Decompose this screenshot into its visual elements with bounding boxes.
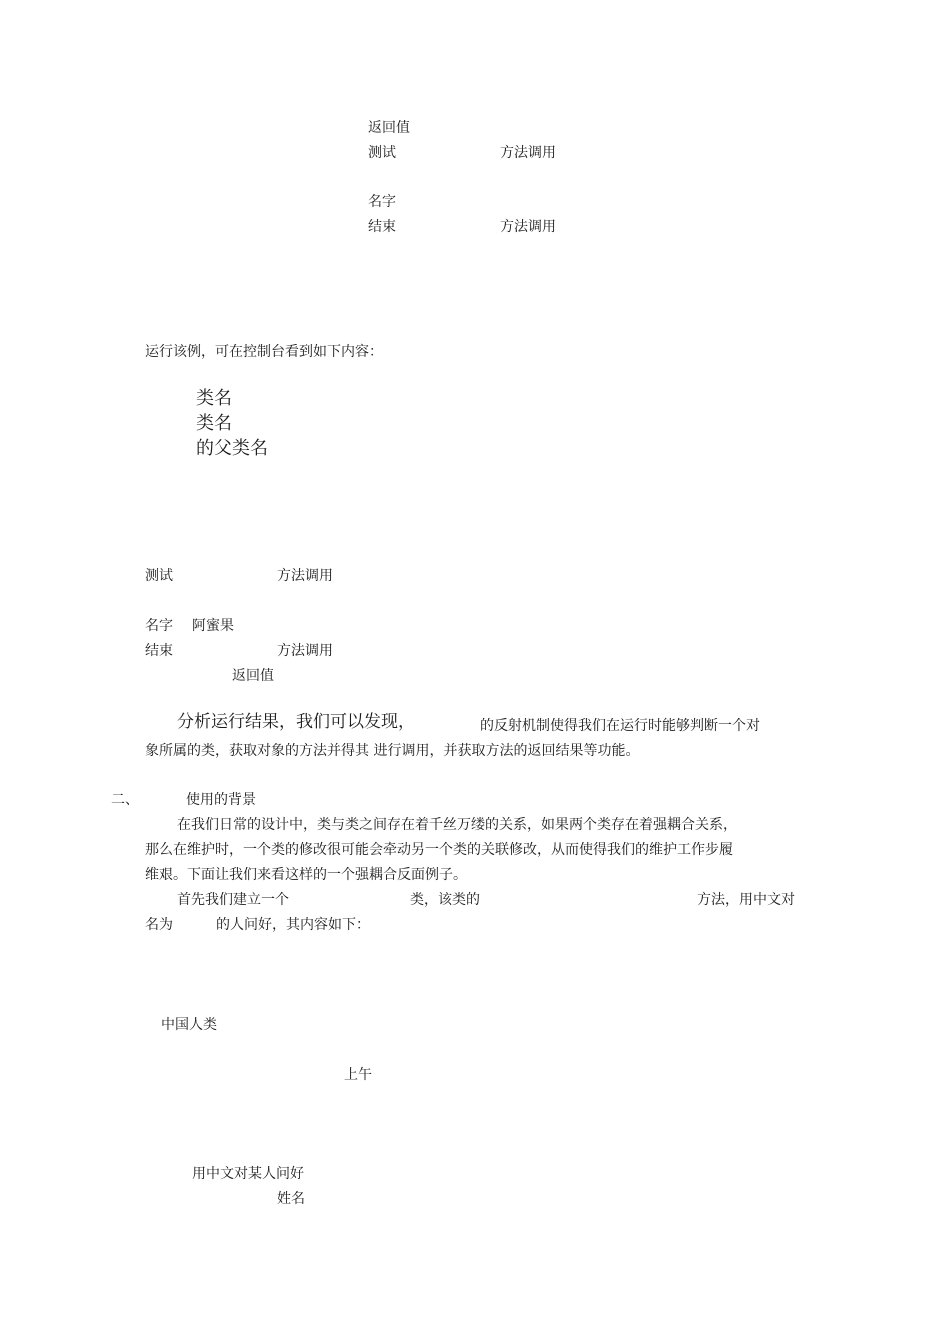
section-number: 二、 [111,792,139,808]
para1-line2: 那么在维护时，一个类的修改很可能会牵动另一个类的关联修改，从而使得我们的维护工作步履 [145,842,733,858]
top-return-value: 返回值 [368,120,410,136]
para2-part3: 方法，用中文对 [697,892,795,908]
output-method-call-2: 方法调用 [277,643,333,659]
para2-line2-part2: 的人问好，其内容如下： [216,917,370,933]
console-line-1: 类名 [196,388,232,409]
para1-line1: 在我们日常的设计中，类与类之间存在着千丝万缕的关系，如果两个类存在着强耦合关系， [177,817,737,833]
para1-line3: 维艰。下面让我们来看这样的一个强耦合反面例子。 [145,867,467,883]
top-method-call-1: 方法调用 [500,145,556,161]
code-class-comment: 中国人类 [161,1017,217,1033]
console-line-3: 的父类名 [196,438,268,459]
top-test-label: 测试 [368,145,396,161]
top-end-label: 结束 [368,219,396,235]
analysis-lead: 分析运行结果，我们可以发现， [177,712,415,732]
top-name-label: 名字 [368,194,396,210]
para2-part1: 首先我们建立一个 [177,892,289,908]
console-line-2: 类名 [196,413,232,434]
para2-part2: 类，该类的 [410,892,480,908]
analysis-line2: 象所属的类，获取对象的方法并得其 进行调用，并获取方法的返回结果等功能。 [145,743,640,759]
code-param-comment: 姓名 [277,1191,305,1207]
code-time-comment: 上午 [344,1067,372,1083]
output-name-label: 名字 [145,618,173,634]
output-method-call-1: 方法调用 [277,568,333,584]
top-method-call-2: 方法调用 [500,219,556,235]
output-end-label: 结束 [145,643,173,659]
para2-line2-part1: 名为 [145,917,173,933]
output-return-value: 返回值 [232,668,274,684]
analysis-line1-rest: 的反射机制使得我们在运行时能够判断一个对 [480,718,760,734]
run-intro-text: 运行该例，可在控制台看到如下内容： [145,344,383,360]
output-test-label: 测试 [145,568,173,584]
section-title: 使用的背景 [186,792,256,808]
output-name-value: 阿蜜果 [192,618,234,634]
code-method-comment: 用中文对某人问好 [192,1166,304,1182]
